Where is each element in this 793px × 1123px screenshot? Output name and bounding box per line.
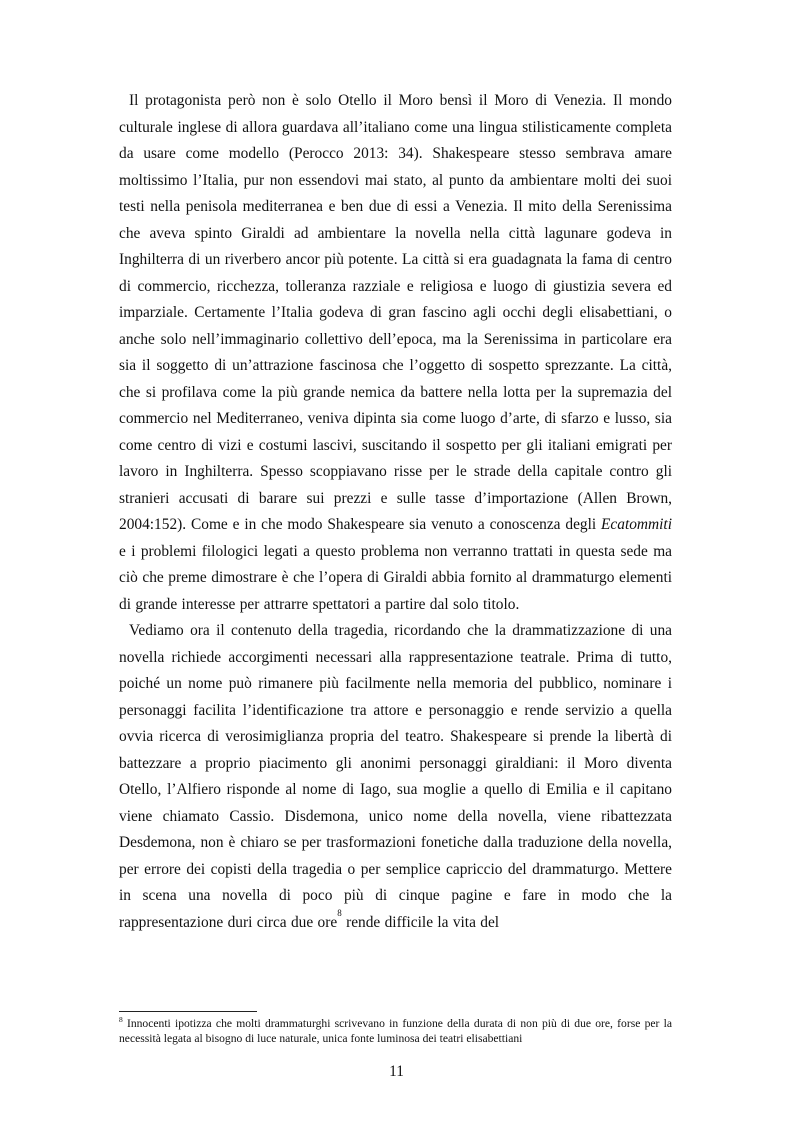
paragraph-contenuto-tragedia [119,618,672,936]
footnote-separator [119,1011,257,1012]
page-body [119,88,672,936]
paragraph-2-text-start: Vediamo ora il contenuto della tragedia, ricordando che la drammatizzazione di una novella richiede accorgimenti necessari alla rappresentazione teatrale. Prima di tutto, poiché un nome può rimanere più facilmente nella memoria del pubblico, nominare i personaggi facilita l’identificazione tra attore e personaggio e rende servizio a quella ovvia ricerca di verosimiglianza propria del teatro. Shakespeare si prende la libertà di battezzare a proprio piacimento gli anonimi personaggi giraldiani: il Moro diventa Otello, l’Alfiero risponde al nome di Iago, sua moglie a quello di Emilia e il capitano viene chiamato Cassio. Disdemona, unico nome della novella, viene ribattezzata Desdemona, non è chiaro se per trasformazioni fonetiche dalla traduzione della novella, per errore dei copisti della tragedia o per semplice capriccio del drammaturgo. Mettere in scena una novella di poco più di cinque pagine e fare in modo che la rappresentazione duri circa due ore [119,622,672,931]
footnote-8 [119,1016,672,1047]
ecatommiti-title: Ecatommiti [601,516,672,533]
paragraph-1-text-end: e i problemi filologici legati a questo problema non verranno trattati in questa sede ma ciò che preme dimostrare è che l’opera di Giraldi abbia fornito al drammaturgo elementi di grande interesse per attrarre spettatori a partire dal solo titolo. [119,542,672,613]
footnote-text: Innocenti ipotizza che molti drammaturghi scrivevano in funzione della durata di non più di due ore, forse per la necessità legata al bisogno di luce naturale, unica fonte luminosa dei teatri elisabettiani [119,1017,672,1046]
footnote-reference[interactable]: 8 [337,907,342,918]
footnote-number: 8 [119,1015,123,1024]
paragraph-2-text-end: rende difficile la vita del [341,913,500,931]
paragraph-1-text-start: Il protagonista però non è solo Otello il Moro bensì il Moro di Venezia. Il mondo culturale inglese di allora guardava all’italiano come una lingua stilisticamente completa da usare come modello (Perocco 2013: 34). Shakespeare stesso sembrava amare moltissimo l’Italia, pur non essendovi mai stato, al punto da ambientare molti dei suoi testi nella penisola mediterranea e ben due di essi a Venezia. Il mito della Serenissima che aveva spinto Giraldi ad ambientare la novella nella città lagunare godeva in Inghilterra di un riverbero ancor più potente. La città si era guadagnata la fama di centro di commercio, ricchezza, tolleranza razziale e religiosa e luogo di giustizia severa ed imparziale. Certamente l’Italia godeva di gran fascino agli occhi degli elisabettiani, o anche solo nell’immaginario collettivo dell’epoca, ma la Serenissima in particolare era sia il soggetto di un’attrazione fascinosa che l’oggetto di sospetto sprezzante. La città, che si profilava come la più grande nemica da battere nella lotta per la supremazia del commercio nel Mediterraneo, veniva dipinta sia come luogo d’arte, di sfarzo e lusso, sia come centro di vizi e costumi lascivi, suscitando il sospetto per gli italiani emigrati per lavoro in Inghilterra. Spesso scoppiavano risse per le strade della capitale contro gli stranieri accusati di barare sui prezzi e sulle tasse d’importazione (Allen Brown, 2004:152). Come e in che modo Shakespeare sia venuto a conoscenza degli [119,92,672,533]
page-number: 11 [389,1063,404,1080]
paragraph-otello-venezia [119,88,672,618]
